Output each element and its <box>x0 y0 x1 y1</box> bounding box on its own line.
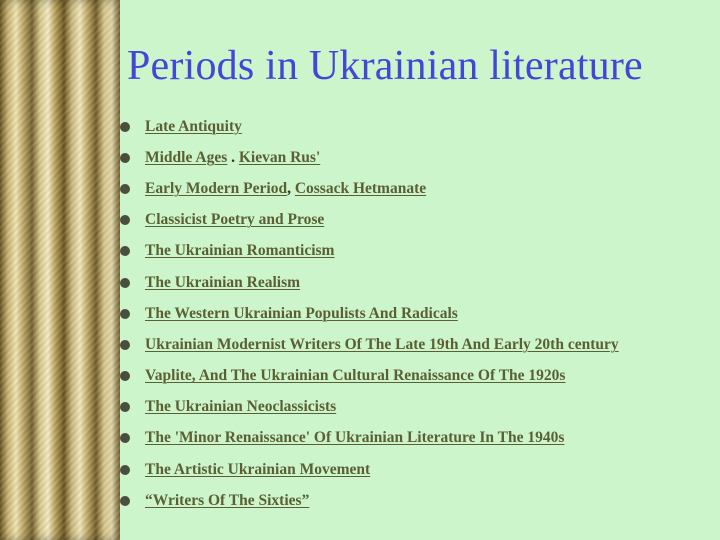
link-middle-ages[interactable]: Middle Ages <box>145 148 228 166</box>
list-item-text <box>145 274 300 292</box>
link-ukrainian-realism[interactable]: The Ukrainian Realism <box>145 273 301 291</box>
list-item-text <box>145 398 336 416</box>
bullet-icon <box>120 309 130 319</box>
slide-content <box>118 0 720 540</box>
list-item-artistic-ukrainian-movement <box>118 454 720 485</box>
bullet-icon <box>120 215 130 225</box>
list-item-text <box>145 242 334 260</box>
bullet-icon <box>120 340 130 350</box>
list-item-middle-ages <box>118 142 720 173</box>
list-item-text <box>145 492 309 510</box>
link-classicist-poetry-and-prose[interactable]: Classicist Poetry and Prose <box>145 211 325 229</box>
separator-text: . <box>227 148 239 166</box>
list-item-vaplite-and-cultural-renaissance <box>118 361 720 392</box>
bullet-icon <box>120 433 130 443</box>
list-item-text <box>145 149 320 167</box>
list-item-ukrainian-realism <box>118 267 720 298</box>
list-item-ukrainian-neoclassicists <box>118 392 720 423</box>
list-item-text <box>145 211 324 229</box>
link-late-antiquity[interactable]: Late Antiquity <box>145 117 242 135</box>
link-ukrainian-romanticism[interactable]: The Ukrainian Romanticism <box>145 242 335 260</box>
list-item-ukrainian-modernist-writers <box>118 329 720 360</box>
link-kievan-rus[interactable]: Kievan Rus' <box>238 148 321 166</box>
bullet-icon <box>120 184 130 194</box>
link-early-modern-period[interactable]: Early Modern Period <box>145 179 288 197</box>
list-item-text <box>145 118 242 136</box>
period-list <box>118 111 720 516</box>
link-cossack-hetmanate[interactable]: Cossack Hetmanate <box>294 179 427 197</box>
bullet-icon <box>120 371 130 381</box>
bullet-icon <box>120 402 130 412</box>
link-vaplite-and-cultural-renaissance[interactable]: Vaplite, And The Ukrainian Cultural Renaissance Of The 1920s <box>145 367 566 385</box>
bullet-icon <box>120 153 130 163</box>
bullet-icon <box>120 122 130 132</box>
list-item-late-antiquity <box>118 111 720 142</box>
list-item-text <box>145 367 565 385</box>
link-minor-renaissance[interactable]: The 'Minor Renaissance' Of Ukrainian Literature In The 1940s <box>145 429 565 447</box>
bullet-icon <box>120 246 130 256</box>
list-item-text <box>145 305 458 323</box>
list-item-classicist-poetry-and-prose <box>118 205 720 236</box>
bullet-icon <box>120 496 130 506</box>
link-writers-of-the-sixties[interactable]: “Writers Of The Sixties” <box>145 491 310 509</box>
list-item-ukrainian-romanticism <box>118 236 720 267</box>
list-item-minor-renaissance <box>118 423 720 454</box>
bullet-icon <box>120 278 130 288</box>
list-item-text <box>145 461 370 479</box>
list-item-text <box>145 180 426 198</box>
decorative-column-frame <box>0 0 120 540</box>
separator-text: , <box>287 179 295 197</box>
link-ukrainian-neoclassicists[interactable]: The Ukrainian Neoclassicists <box>145 398 337 416</box>
link-western-ukrainian-populists-and-radicals[interactable]: The Western Ukrainian Populists And Radicals <box>145 304 458 322</box>
list-item-early-modern-period <box>118 173 720 204</box>
link-artistic-ukrainian-movement[interactable]: The Artistic Ukrainian Movement <box>145 460 371 478</box>
list-item-western-ukrainian-populists-and-radicals <box>118 298 720 329</box>
list-item-writers-of-the-sixties <box>118 485 720 516</box>
link-ukrainian-modernist-writers[interactable]: Ukrainian Modernist Writers Of The Late 19th And Early 20th century <box>145 335 619 353</box>
list-item-text <box>145 429 564 447</box>
page-title: Periods in Ukrainian literature <box>127 43 643 89</box>
bullet-icon <box>120 465 130 475</box>
list-item-text <box>145 336 619 354</box>
